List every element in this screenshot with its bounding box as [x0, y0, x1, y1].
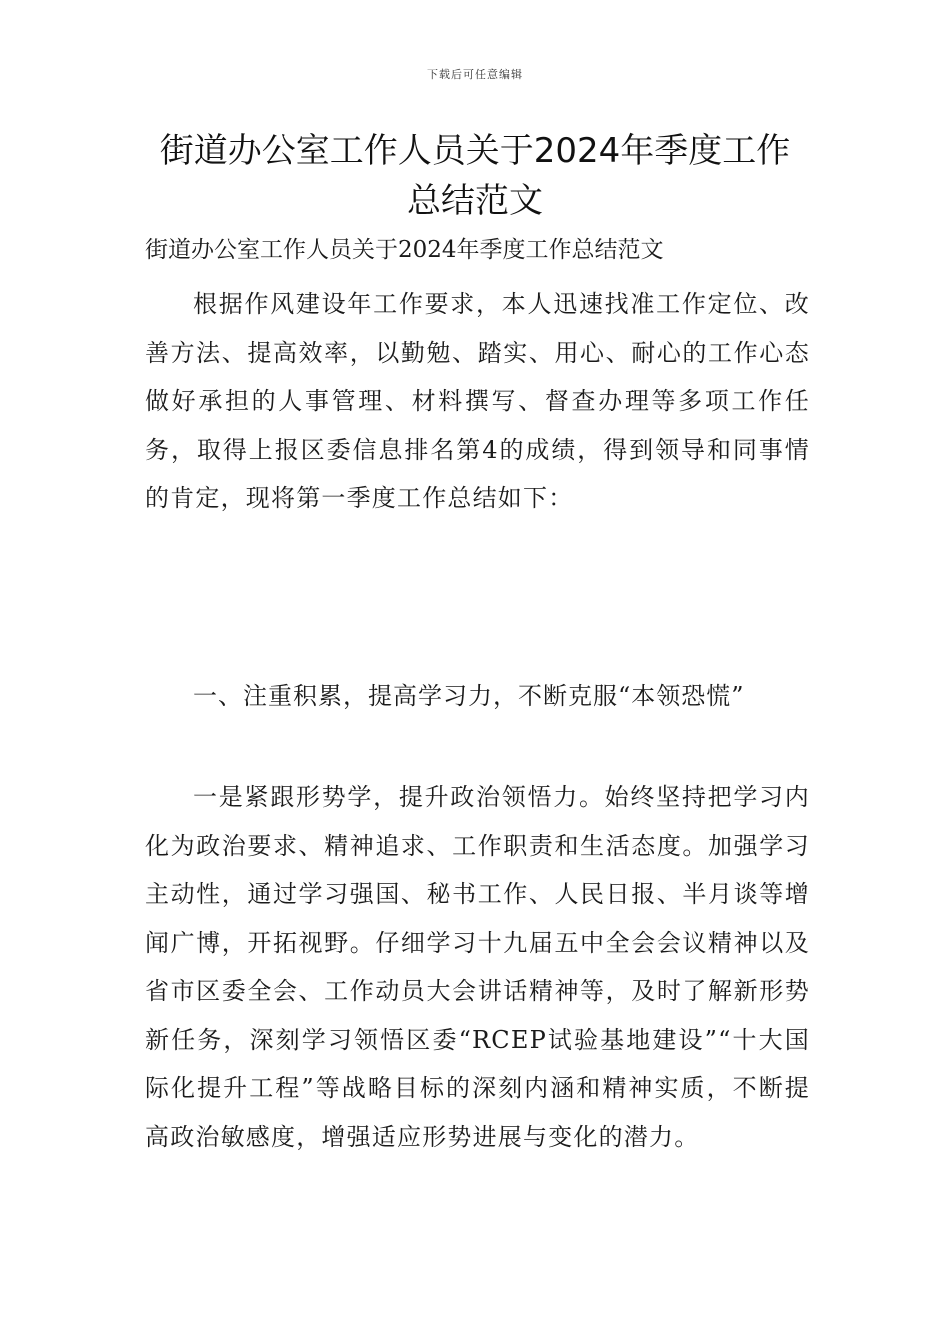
document-subtitle: 街道办公室工作人员关于2024年季度工作总结范文	[145, 237, 664, 263]
header-note: 下载后可任意编辑	[427, 68, 523, 81]
document-title: 街道办公室工作人员关于2024年季度工作总结范文	[159, 131, 791, 221]
section-1-paragraph-1: 一是紧跟形势学，提升政治领悟力。始终坚持把学习内化为政治要求、精神追求、工作职责和生活态度。加强学习主动性，通过学习强国、秘书工作、人民日报、半月谈等增闻广博，开拓视野。仔细学习十九届五中全会会议精神以及省市区委全会、工作动员大会讲话精神等，及时了解新形势新任务，深刻学习领悟区委“RCEP试验基地建设”“十大国际化提升工程”等战略目标的深刻内涵和精神实质，不断提高政治敏感度，增强适应形势进展与变化的潜力。	[145, 783, 810, 1151]
intro-paragraph: 根据作风建设年工作要求，本人迅速找准工作定位、改善方法、提高效率，以勤勉、踏实、用心、耐心的工作心态做好承担的人事管理、材料撰写、督查办理等多项工作任务，取得上报区委信息排名第4的成绩，得到领导和同事情的肯定，现将第一季度工作总结如下：	[145, 290, 810, 512]
section-heading-1: 一、注重积累，提高学习力，不断克服“本领恐慌”	[193, 682, 745, 710]
